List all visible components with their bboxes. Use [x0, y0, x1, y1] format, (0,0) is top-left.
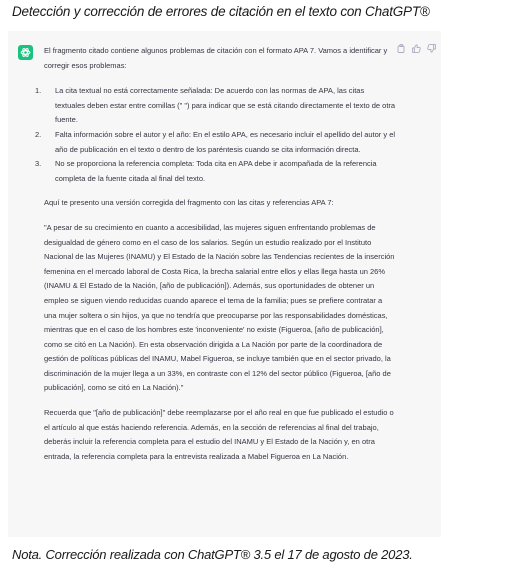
corrected-fragment: "A pesar de su crecimiento en cuanto a accesibilidad, las mujeres siguen enfrentando problemas de desigualdad de género como en el caso de los salarios. Según un estudio realizado por el Instituto Nacional de las Mujeres (INAMU) y El Estado de la Nación sobre las Tendencias recientes de la inserción femenina en el mercado laboral de Costa Rica, la brecha salarial entre ellos y ellas llega hasta un 26% (INAMU & El Estado de la Nación, [año de publicación]). Además, sus oportunidades de obtener un empleo se siguen viendo reducidas cuando aparece el tema de la familia; pues se prefiere contratar a una mujer soltera o sin hijos, ya que no tendría que preocuparse por las responsabilidades domésticas, mientras que en el caso de los hombres este 'inconveniente' no existe (Figueroa, [año de publicación], como se citó en La Nación). En esta observación dirigida a La Nación por parte de la coordinadora de gestión de políticas públicas del INAMU, Mabel Figueroa, se incluye también que en el sector privado, la discriminación de la mujer llega a un 33%, en contraste con el 12% del sector público (Figueroa, [año de publicación], como se citó en La Nación)."	[44, 222, 395, 393]
list-item-text: La cita textual no está correctamente señalada: De acuerdo con las normas de APA, las citas textuales deben estar entre comillas (" ") para indicar que se está citando directamente el texto de otra fuente.	[55, 86, 396, 125]
issues-list	[35, 84, 396, 186]
list-number: 3.	[35, 159, 42, 169]
message-actions	[397, 44, 436, 56]
figure-note: Nota. Corrección realizada con ChatGPT® 3.5 el 17 de agosto de 2023.	[12, 547, 413, 562]
list-item-text: No se proporciona la referencia completa: Toda cita en APA debe ir acompañada de la referencia completa de la fuente citada al final del texto.	[55, 159, 377, 183]
list-item	[35, 157, 396, 186]
list-number: 1.	[35, 86, 42, 96]
copy-icon[interactable]	[397, 44, 406, 53]
list-item	[35, 84, 396, 128]
message-lead: Aquí te presento una versión corregida del fragmento con las citas y referencias APA 7:	[44, 198, 334, 208]
openai-logo-icon	[18, 45, 33, 60]
list-item	[35, 128, 396, 157]
figure-title: Detección y corrección de errores de citación en el texto con ChatGPT®	[12, 4, 430, 19]
assistant-message	[35, 44, 396, 464]
list-number: 2.	[35, 129, 42, 139]
closing-remark: Recuerda que "[año de publicación]" debe reemplazarse por el año real en que fue publicado el estudio o el artículo al que estás haciendo referencia. Además, en la sección de referencias al final del trabajo, deberás incluir la referencia completa para el estudio del INAMU y El Estado de la Nación y, en otra entrada, la referencia completa para la entrevista realizada a Mabel Figueroa en La Nación.	[44, 408, 394, 461]
thumbs-down-icon[interactable]	[427, 44, 436, 53]
chatgpt-response-screenshot	[8, 31, 441, 537]
list-item-text: Falta información sobre el autor y el año: En el estilo APA, es necesario incluir el apellido del autor y el año de publicación en el texto o dentro de los paréntesis cuando se cita información directa.	[55, 129, 396, 154]
message-intro: El fragmento citado contiene algunos problemas de citación con el formato APA 7. Vamos a identificar y corregir esos problemas:	[44, 46, 388, 70]
thumbs-up-icon[interactable]	[412, 44, 421, 53]
